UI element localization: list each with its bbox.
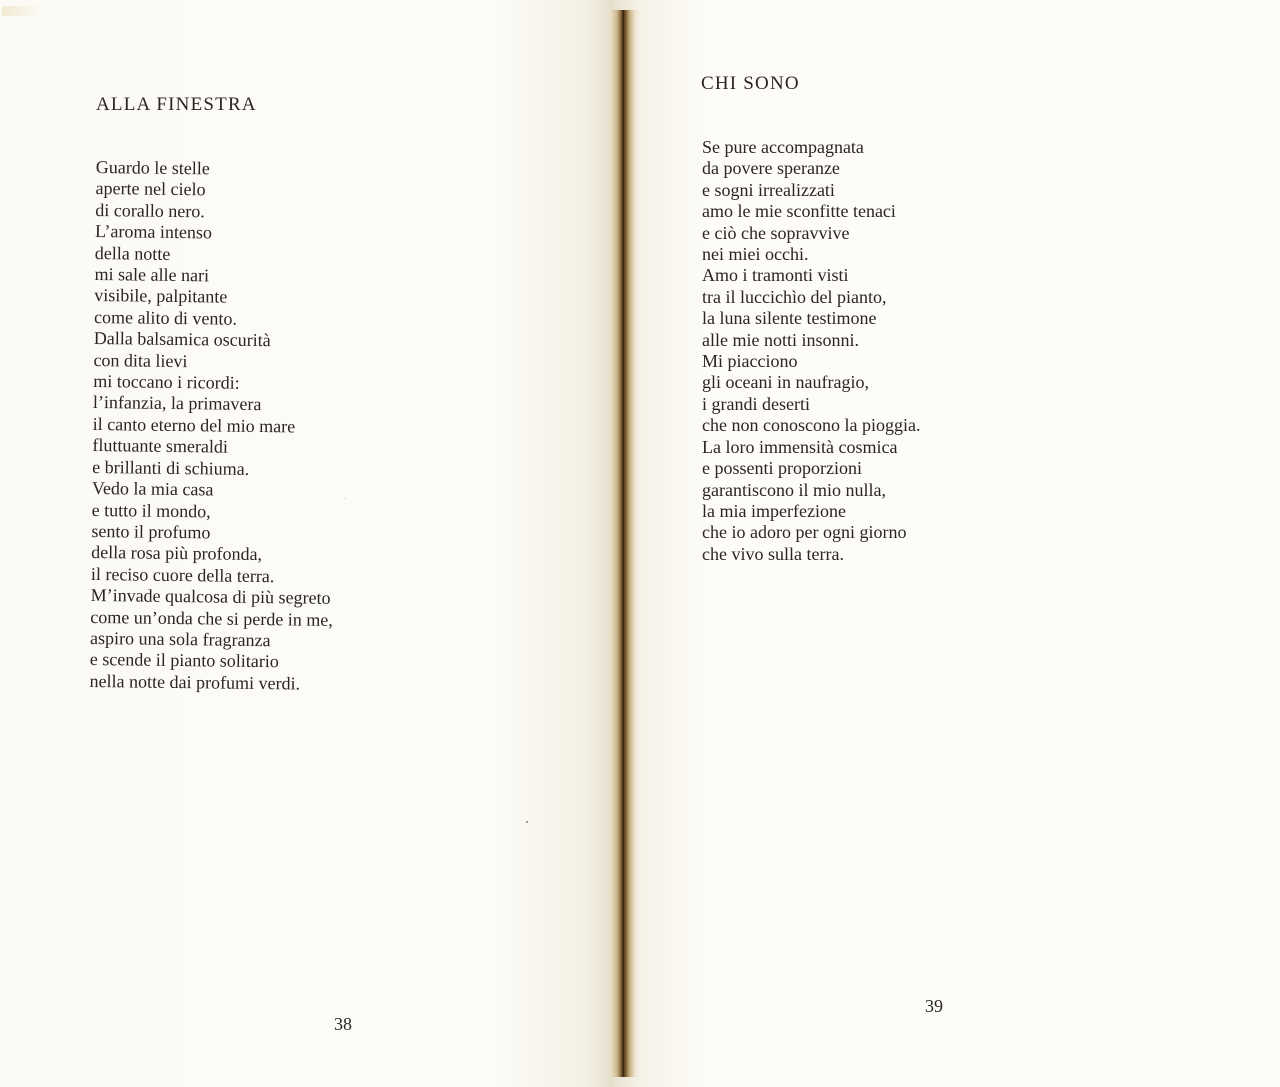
poem-line: e possenti proporzioni — [702, 458, 862, 479]
poem-line: alle mie notti insonni. — [702, 329, 859, 350]
poem-line: la mia imperfezione — [702, 500, 846, 521]
poem-line: fluttuante smeraldi — [92, 435, 229, 457]
poem-line: e scende il pianto solitario — [89, 649, 279, 672]
poem-line: mi sale alle nari — [94, 264, 210, 286]
page-number-right: 39 — [925, 996, 943, 1016]
poem-line: di corallo nero. — [95, 199, 205, 222]
poem-line: che non conoscono la pioggia. — [702, 415, 921, 436]
poem-line: aspiro una sola fragranza — [90, 627, 271, 651]
poem-line: la luna silente testimone — [702, 308, 877, 329]
poem-line: con dita lievi — [93, 349, 188, 371]
poem-line: che vivo sulla terra. — [702, 543, 844, 564]
poem-line: garantiscono il mio nulla, — [702, 479, 886, 500]
poem-line: Se pure accompagnata — [702, 137, 864, 157]
poem-line: L’aroma intenso — [94, 221, 213, 243]
poem-line: Guardo le stelle — [95, 157, 210, 179]
poem-line: mi toccano i ricordi: — [93, 371, 240, 393]
right-page — [612, 0, 1280, 1087]
poem-title-chi-sono: CHI SONO — [701, 73, 800, 94]
left-page — [0, 0, 612, 1087]
poem-line: come un’onda che si perde in me, — [90, 606, 333, 630]
poem-line: e sogni irrealizzati — [702, 179, 835, 200]
poem-line: sento il profumo — [91, 520, 211, 543]
poem-line: il reciso cuore della terra. — [90, 563, 275, 586]
poem-line: Mi piacciono — [702, 351, 798, 372]
paper-speck — [526, 821, 528, 823]
book-gutter-fold — [606, 10, 640, 1077]
poem-line: amo le mie sconfitte tenaci — [702, 201, 896, 222]
poem-line: della notte — [94, 242, 171, 264]
poem-line: e tutto il mondo, — [91, 499, 211, 521]
poem-line: La loro immensità cosmica — [702, 436, 898, 457]
poem-title-alla-finestra: ALLA FINESTRA — [96, 94, 257, 115]
poem-line: e brillanti di schiuma. — [92, 456, 250, 479]
poem-line: tra il luccichìo del pianto, — [702, 286, 887, 307]
poem-line: aperte nel cielo — [95, 178, 206, 200]
poem-line: nella notte dai profumi verdi. — [89, 670, 301, 694]
poem-line: nei miei occhi. — [702, 244, 809, 265]
poem-line: Amo i tramonti visti — [702, 265, 849, 286]
paper-speck — [344, 498, 345, 499]
poem-line: visibile, palpitante — [94, 285, 228, 308]
poem-line: il canto eterno del mio mare — [92, 413, 296, 437]
poem-line: come alito di vento. — [93, 306, 238, 329]
poem-line: i grandi deserti — [702, 393, 810, 414]
poem-line: Dalla balsamica oscurità — [93, 328, 271, 351]
poem-line: Vedo la mia casa — [91, 478, 214, 500]
poem-line: e ciò che sopravvive — [702, 222, 850, 243]
poem-body-alla-finestra — [89, 157, 338, 695]
page-number-left: 38 — [334, 1014, 352, 1034]
corner-stain — [2, 6, 42, 16]
poem-line: da povere speranze — [702, 158, 840, 179]
poem-line: gli oceani in naufragio, — [702, 372, 869, 393]
poem-line: M’invade qualcosa di più segreto — [90, 585, 331, 609]
poem-line: che io adoro per ogni giorno — [702, 522, 907, 543]
poem-body-chi-sono — [702, 137, 920, 565]
poem-line: della rosa più profonda, — [91, 542, 263, 565]
poem-line: l’infanzia, la primavera — [92, 392, 262, 415]
